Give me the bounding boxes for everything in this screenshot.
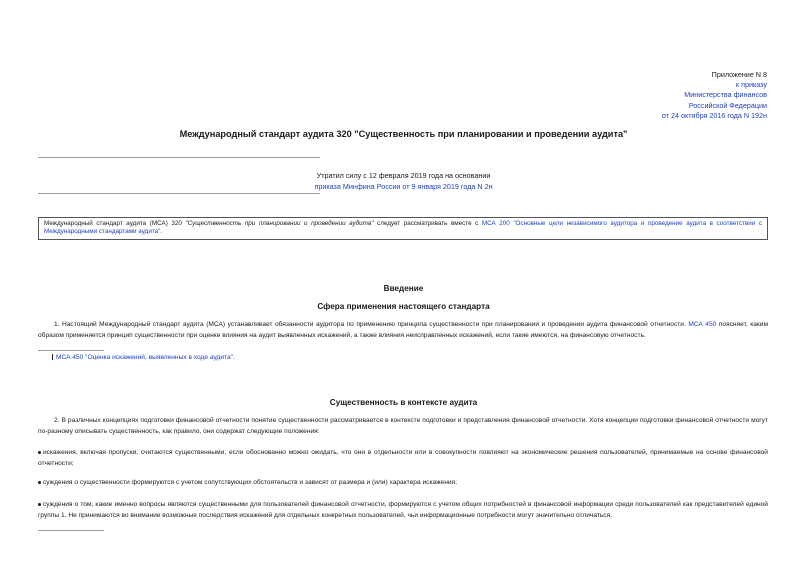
appendix-block [662, 70, 767, 121]
bullet-item-1 [38, 448, 768, 469]
paragraph-1-text-2: поясняет, каким образом применяется принцип существенности при оценке влияния на аудит выявленных искажений, а также влияния неисправленных искажений, если такие имеются, на финансовую отчетность. [38, 321, 769, 339]
heading-materiality: Существенность в контексте аудита [329, 398, 478, 407]
standard-note-box [38, 217, 768, 240]
bullet-icon [38, 503, 41, 506]
paragraph-1-text: 1. Настоящий Международный стандарт аудита (МСА) устанавливает обязанности аудитора по применению принципа существенности при планировании и проведении аудита финансовой отчетности. [54, 321, 686, 328]
bullet-item-2-text: суждения о существенности формируются с учетом сопутствующих обстоятельств и зависят от размера и (или) характера искажения; [43, 479, 457, 486]
divider-bottom [38, 193, 320, 194]
bullet-icon [38, 481, 41, 484]
document-title: Международный стандарт аудита 320 "Существенность при планировании и проведении аудита" [179, 129, 628, 139]
note-text-2: следует рассматривать вместе с [373, 220, 482, 227]
footnote-tail: . [233, 354, 235, 361]
bullet-icon [38, 451, 41, 454]
lost-force-text: Утратил силу с 12 февраля 2019 года на основании [316, 171, 491, 180]
bullet-item-3 [38, 500, 768, 521]
lost-force-link[interactable]: приказа Минфина России от 9 января 2019 года N 2н [314, 182, 493, 191]
isa-200-link[interactable]: МСА 200 "Основные цели независимого аудитора и проведение аудита в соответствии с Международными стандартами аудита" [44, 220, 763, 236]
isa-450-link[interactable]: МСА 450 [688, 321, 717, 328]
appendix-date-link[interactable]: от 24 октября 2016 года N 192н [661, 110, 767, 120]
note-italic-title: "Существенность при планировании и проведении аудита" [185, 220, 374, 227]
divider-top [38, 157, 320, 158]
footnote-marker [52, 354, 53, 360]
footnote-divider-bottom [38, 530, 104, 531]
lost-force-notice [140, 170, 667, 192]
appendix-number: Приложение N 8 [711, 70, 767, 79]
bullet-item-1-text: искажения, включая пропуски, считаются существенными, если обоснованно можно ожидать, что они в отдельности или в совокупности повлияют на экономические решения пользователей, принимаемые на основе финансовой отчетности; [38, 449, 768, 467]
footnote-1 [52, 354, 235, 361]
paragraph-2: 2. В различных концепциях подготовки финансовой отчетности понятие существенности рассматривается в контексте подготовки и представления финансовой отчетности. Хотя концепции подготовки финансовой отчетности могут по-разному описывать существенность, как правило, они содержат следующие положения: [38, 417, 768, 435]
heading-introduction: Введение [383, 284, 424, 293]
bullet-item-2 [38, 478, 768, 489]
footnote-divider [38, 350, 104, 351]
heading-scope: Сфера применения настоящего стандарта [317, 302, 490, 311]
bullet-item-3-text: суждения о том, какие именно вопросы являются существенными для пользователей финансовой отчетности, формируются с учетом общих потребностей в финансовой информации среди пользователей как представителей единой группы 1. Не принимаются во внимание возможные последствия искажений для отдельных конкретных пользователей, чьи информационные потребности могут значительно отличаться. [38, 501, 768, 519]
appendix-country-link[interactable]: Российской Федерации [688, 100, 767, 110]
appendix-order-link[interactable]: к приказу [735, 80, 767, 90]
note-text-1: Международный стандарт аудита (МСА) 320 [44, 220, 186, 227]
appendix-ministry-link[interactable]: Министерства финансов [684, 90, 767, 100]
footnote-isa-450-link[interactable]: МСА 450 "Оценка искажений, выявленных в ходе аудита" [56, 354, 234, 361]
paragraph-1 [38, 320, 768, 341]
note-text-3: . [160, 228, 163, 236]
